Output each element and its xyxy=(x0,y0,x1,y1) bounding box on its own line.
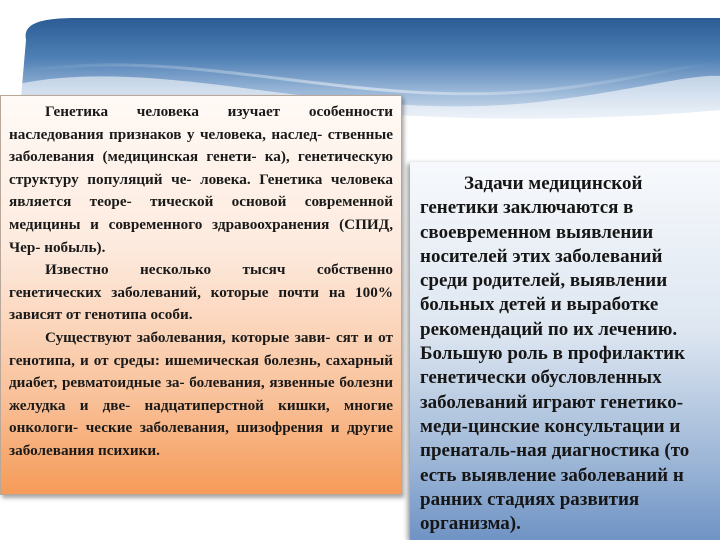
text-line: Существуют заболевания, которые зави- xyxy=(45,328,331,346)
text-line: меди-цинские консультации и xyxy=(420,415,681,437)
genetics-description-panel xyxy=(0,95,402,495)
text-line: 100% зависят от генотипа особи. xyxy=(9,283,393,324)
text-line: Большую роль в профилактик xyxy=(420,343,686,365)
text-line: надцатиперстной кишки, многие онкологи- xyxy=(9,396,393,437)
text-line: заболевания психики. xyxy=(9,441,160,459)
text-line: пренаталь-ная диагностика (то xyxy=(420,440,690,462)
text-line: болевания, язвенные болезни желудка и две- xyxy=(9,374,394,414)
text-line: среди родителей, выявлении xyxy=(420,270,668,292)
text-line: организма). xyxy=(420,513,521,535)
text-line: Задачи медицинской xyxy=(464,173,643,194)
text-line: сят и от генотипа, и от среды: ишемическая xyxy=(9,328,393,369)
text-line: Генетика человека изучает особенности xyxy=(45,103,393,120)
text-line: Известно несколько тысяч собственно xyxy=(45,261,393,279)
text-line: есть выявление заболеваний н xyxy=(420,464,684,486)
medical-genetics-tasks-panel xyxy=(410,162,720,540)
text-line: ческие заболевания, шизофрения и другие xyxy=(85,419,393,437)
text-line: ранних стадиях развития xyxy=(420,488,640,510)
text-line: ловека. Генетика человека является теоре- xyxy=(9,170,393,211)
text-line: генетики заключаются в xyxy=(420,197,634,219)
text-line: ственные заболевания (медицинская генети- xyxy=(9,125,393,166)
text-line: нобыль). xyxy=(44,238,106,256)
paragraph-genetic-diseases xyxy=(9,259,393,327)
paragraph-multifactor-diseases xyxy=(9,327,393,463)
text-line: генетически обусловленных xyxy=(420,367,662,389)
paragraph-intro xyxy=(9,101,393,259)
text-line: рекомендаций по их лечению. xyxy=(420,318,678,340)
text-line: больных детей и выработке xyxy=(420,294,659,316)
text-line: своевременном выявлении xyxy=(420,221,654,243)
text-line: заболеваний играют генетико- xyxy=(420,391,684,413)
text-line: генетических заболеваний, которые почти на xyxy=(9,283,346,301)
text-line: носителей этих заболеваний xyxy=(420,245,663,267)
text-line: тической основой современной медицины и xyxy=(9,193,394,233)
text-line: наследования признаков у человека, наслед- xyxy=(9,125,323,143)
text-line: болезнь, сахарный диабет, ревматоидные за- xyxy=(9,351,394,392)
text-line: современного здравоохранения (СПИД, Чер- xyxy=(9,215,393,256)
text-line: ка), генетическую структуру популяций че- xyxy=(9,148,394,188)
